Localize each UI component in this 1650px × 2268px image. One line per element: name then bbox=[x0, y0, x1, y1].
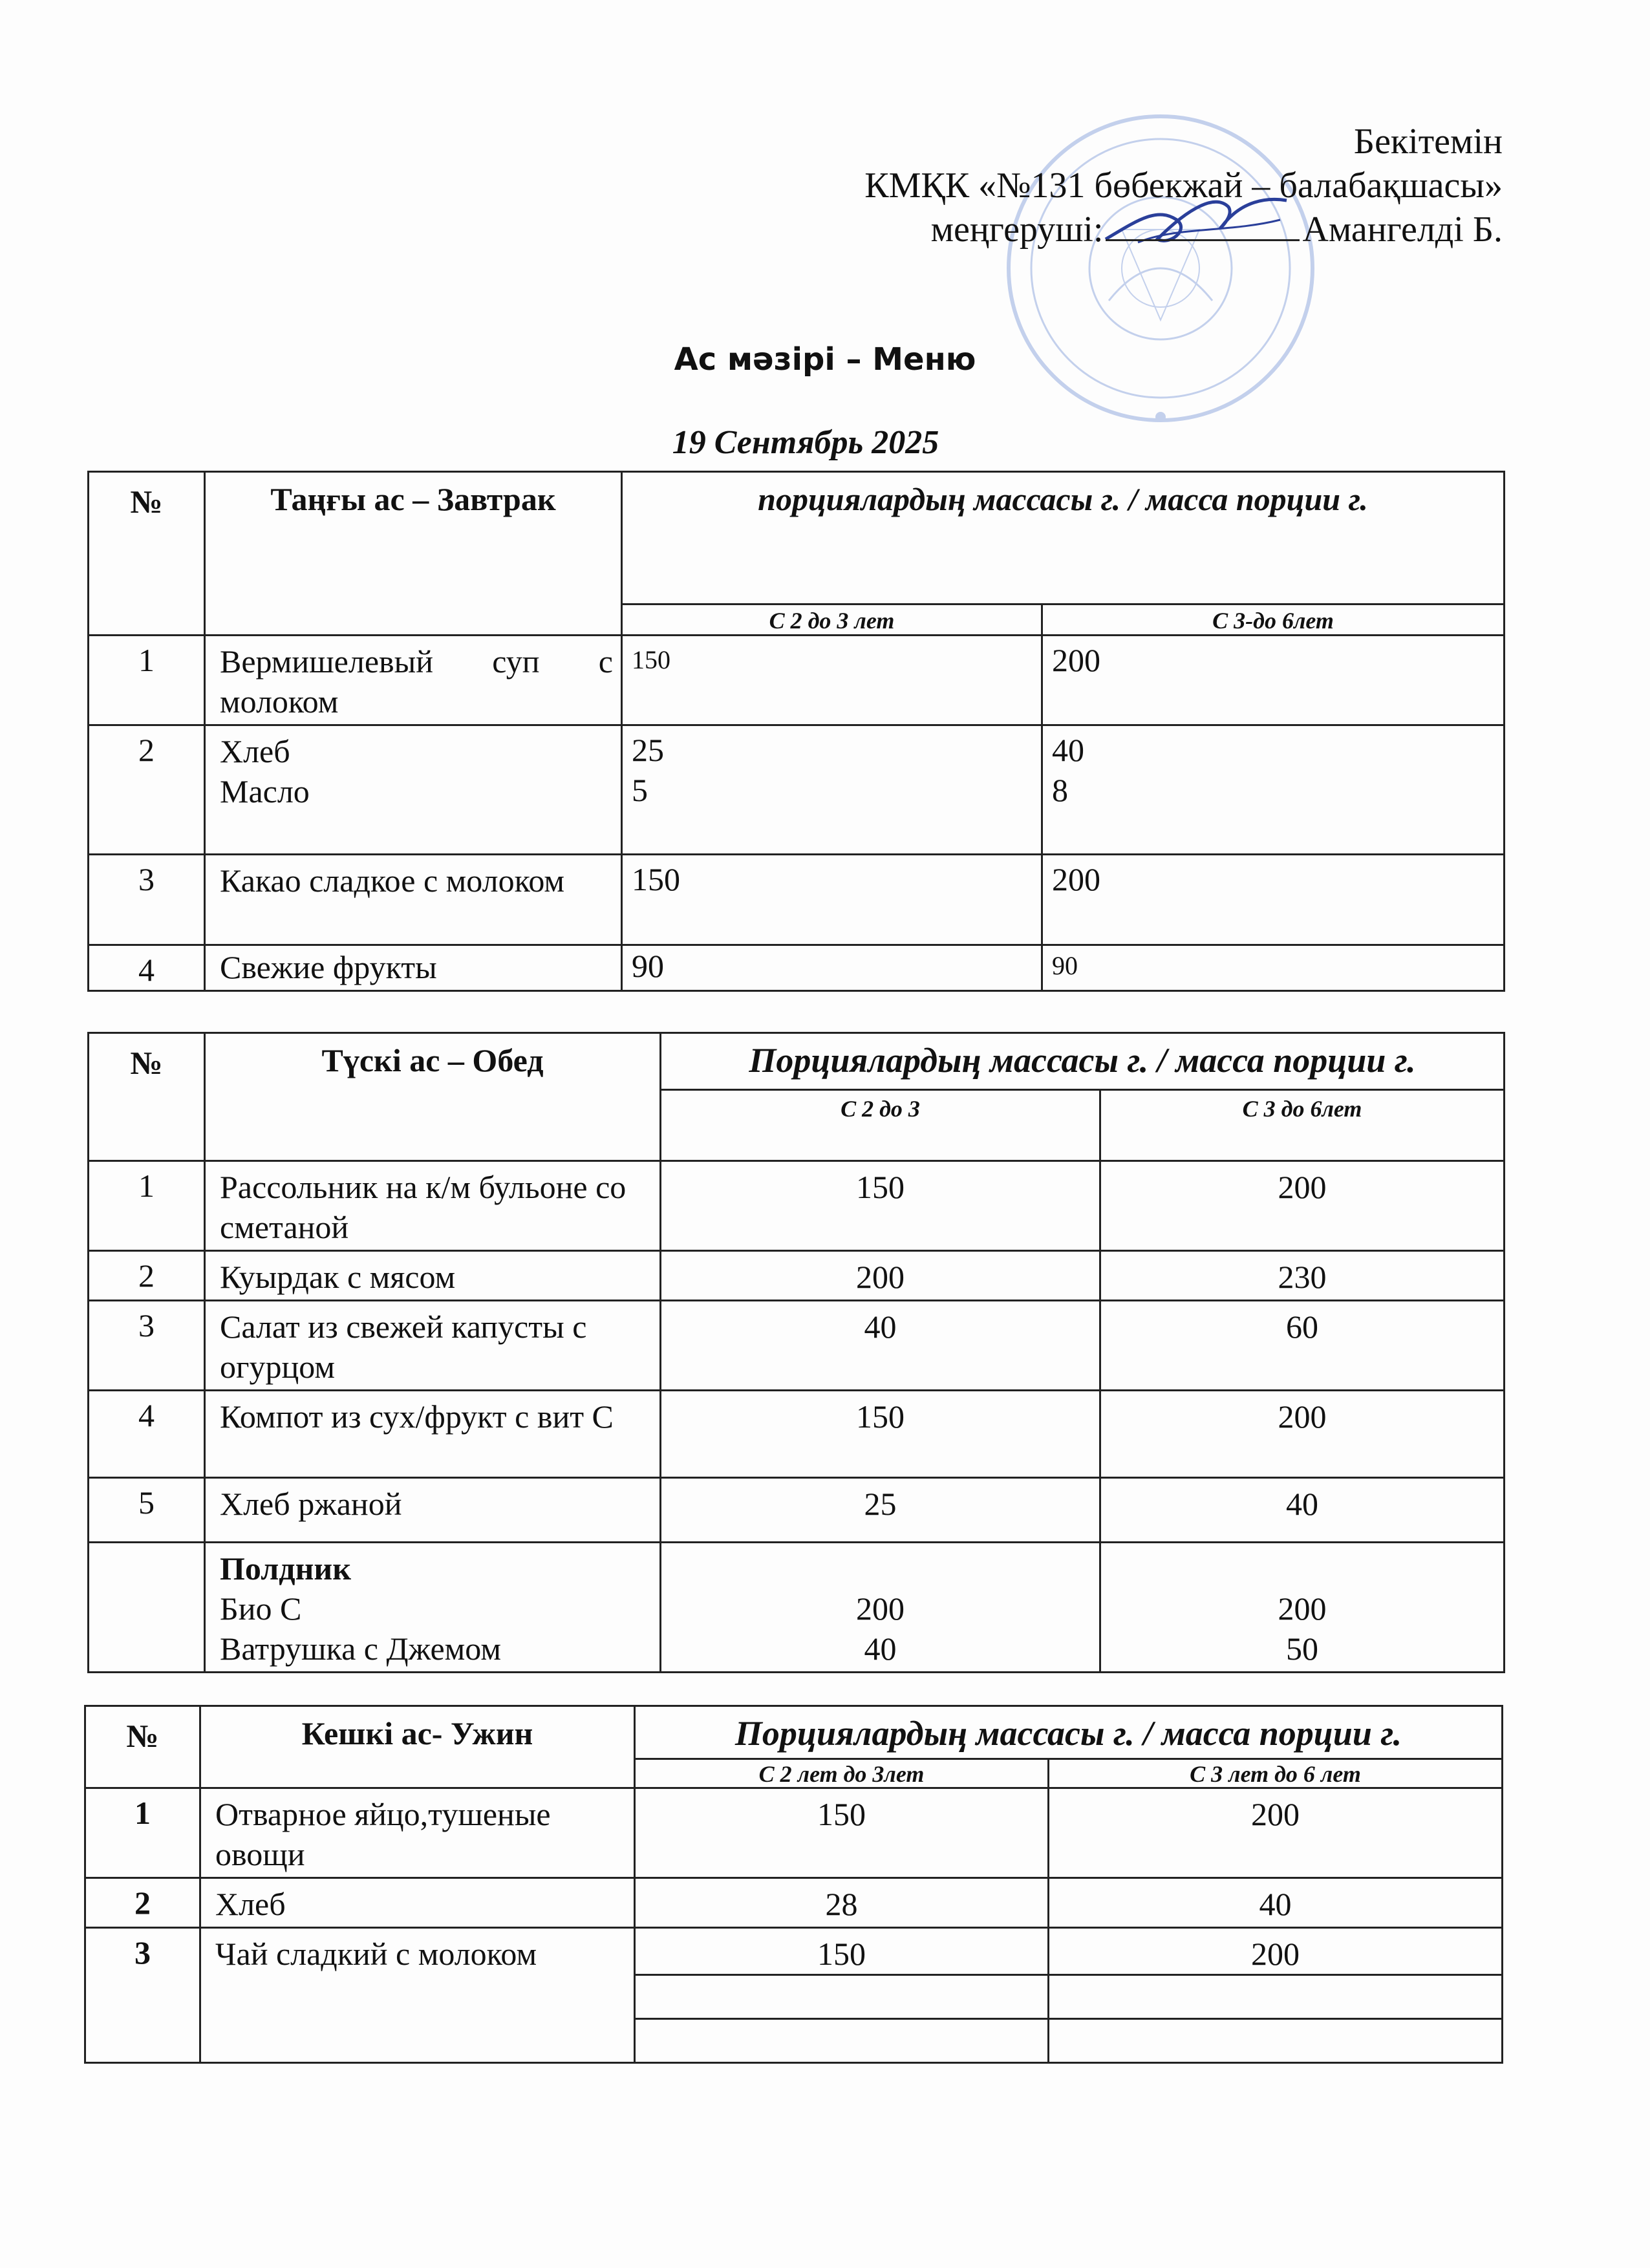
portion-header: Порциялардың массасы г. / масса порции г. bbox=[661, 1033, 1505, 1090]
table-row bbox=[89, 1478, 1505, 1543]
row-number: 1 bbox=[89, 1161, 205, 1251]
portion-value: 200 bbox=[1278, 1590, 1327, 1627]
signature-line bbox=[1106, 239, 1300, 241]
portion-age-2: 40 bbox=[1100, 1478, 1505, 1543]
age-group-2: С 3 лет до 6 лет bbox=[1049, 1759, 1503, 1788]
row-number-empty bbox=[89, 1543, 205, 1673]
portion-value: 40 bbox=[1052, 732, 1084, 768]
dish-name bbox=[205, 725, 622, 855]
table-row bbox=[89, 1251, 1505, 1301]
approval-organization: КМҚК «№131 бөбекжай – балабақшасы» bbox=[864, 166, 1503, 206]
snack-items bbox=[205, 1543, 661, 1673]
portion-value: 25 bbox=[632, 732, 664, 768]
snack-title: Полдник bbox=[220, 1550, 352, 1587]
table-row bbox=[89, 1391, 1505, 1478]
portion-age-2: 90 bbox=[1042, 945, 1505, 991]
dish-name: Куырдак с мясом bbox=[205, 1251, 661, 1301]
portion-age-1: 40 bbox=[661, 1301, 1100, 1391]
portion-age-1: 200 bbox=[661, 1251, 1100, 1301]
portion-age-2 bbox=[1100, 1543, 1505, 1673]
row-number: 5 bbox=[89, 1478, 205, 1543]
portion-age-1: 150 bbox=[622, 855, 1042, 945]
portion-value: 5 bbox=[632, 772, 648, 808]
menu-date: 19 Сентябрь 2025 bbox=[672, 424, 939, 461]
table-row bbox=[89, 945, 1505, 991]
dish-name: Свежие фрукты bbox=[205, 945, 622, 991]
page-title: Ас мәзірі – Меню bbox=[674, 341, 976, 378]
portion-value: 40 bbox=[864, 1631, 897, 1667]
snack-row bbox=[89, 1543, 1505, 1673]
age-group-2: С 3-до 6лет bbox=[1042, 604, 1505, 636]
row-number: 3 bbox=[89, 855, 205, 945]
table-row bbox=[85, 1788, 1503, 1878]
portion-value: 50 bbox=[1286, 1631, 1318, 1667]
portion-age-1 bbox=[622, 725, 1042, 855]
dish-name: Хлеб bbox=[200, 1878, 635, 1928]
snack-item: Био С bbox=[220, 1590, 302, 1627]
approval-head-label: меңгеруші: bbox=[930, 209, 1104, 250]
table-header-row bbox=[89, 472, 1505, 604]
number-header: № bbox=[85, 1706, 200, 1788]
empty-cell bbox=[635, 2019, 1049, 2063]
row-number: 3 bbox=[89, 1301, 205, 1391]
portion-age-1: 150 bbox=[635, 1788, 1049, 1878]
portion-value: 200 bbox=[856, 1590, 905, 1627]
table-row bbox=[89, 1301, 1505, 1391]
portion-age-1: 28 bbox=[635, 1878, 1049, 1928]
portion-age-2: 200 bbox=[1100, 1391, 1505, 1478]
portion-age-2: 40 bbox=[1049, 1878, 1503, 1928]
meal-header: Кешкі ас- Ужин bbox=[200, 1706, 635, 1788]
empty-cell bbox=[1049, 1975, 1503, 2019]
number-header: № bbox=[89, 1033, 205, 1161]
dish-name: Салат из свежей капусты с огурцом bbox=[205, 1301, 661, 1391]
portion-age-2: 200 bbox=[1049, 1788, 1503, 1878]
table-row bbox=[89, 636, 1505, 725]
portion-header: порциялардың массасы г. / масса порции г. bbox=[622, 472, 1505, 604]
breakfast-table bbox=[87, 471, 1505, 992]
dinner-table bbox=[84, 1705, 1503, 2064]
row-number: 2 bbox=[85, 1878, 200, 1928]
approval-head-line bbox=[864, 208, 1503, 251]
portion-age-2: 230 bbox=[1100, 1251, 1505, 1301]
dish-name: Чай сладкий с молоком bbox=[200, 1928, 635, 2063]
portion-age-2: 60 bbox=[1100, 1301, 1505, 1391]
table-header-row bbox=[89, 1033, 1505, 1090]
age-group-1: С 2 до 3 лет bbox=[622, 604, 1042, 636]
portion-age-2 bbox=[1042, 725, 1505, 855]
age-group-2: С 3 до 6лет bbox=[1100, 1090, 1505, 1161]
dish-name-line: Хлеб bbox=[220, 733, 290, 769]
table-row bbox=[89, 855, 1505, 945]
portion-age-1 bbox=[661, 1543, 1100, 1673]
snack-item: Ватрушка с Джемом bbox=[220, 1631, 501, 1667]
row-number: 3 bbox=[85, 1928, 200, 2063]
dish-name: Вермишелевый суп с молоком bbox=[205, 636, 622, 725]
portion-age-1: 150 bbox=[635, 1928, 1049, 1975]
portion-age-2: 200 bbox=[1100, 1161, 1505, 1251]
portion-age-2: 200 bbox=[1042, 636, 1505, 725]
dish-name: Компот из сух/фрукт с вит С bbox=[205, 1391, 661, 1478]
approval-block bbox=[864, 120, 1503, 251]
row-number: 4 bbox=[89, 1391, 205, 1478]
approval-title: Бекітемін bbox=[1353, 122, 1503, 162]
portion-header: Порциялардың массасы г. / масса порции г. bbox=[635, 1706, 1503, 1759]
portion-age-1: 90 bbox=[622, 945, 1042, 991]
portion-age-1: 150 bbox=[622, 636, 1042, 725]
portion-age-2: 200 bbox=[1042, 855, 1505, 945]
portion-value: 8 bbox=[1052, 772, 1068, 808]
table-header-row bbox=[85, 1706, 1503, 1759]
age-group-1: С 2 до 3 bbox=[661, 1090, 1100, 1161]
row-number: 1 bbox=[85, 1788, 200, 1878]
dish-name-line: Масло bbox=[220, 773, 310, 809]
age-group-1: С 2 лет до 3лет bbox=[635, 1759, 1049, 1788]
number-header: № bbox=[89, 472, 205, 636]
empty-cell bbox=[635, 1975, 1049, 2019]
meal-header: Түскі ас – Обед bbox=[205, 1033, 661, 1161]
portion-age-1: 25 bbox=[661, 1478, 1100, 1543]
portion-age-1: 150 bbox=[661, 1161, 1100, 1251]
row-number: 4 bbox=[89, 945, 205, 991]
meal-header: Таңғы ас – Завтрак bbox=[205, 472, 622, 636]
portion-age-2: 200 bbox=[1049, 1928, 1503, 1975]
row-number: 2 bbox=[89, 725, 205, 855]
dish-name: Хлеб ржаной bbox=[205, 1478, 661, 1543]
dish-name: Какао сладкое с молоком bbox=[205, 855, 622, 945]
approval-head-name: Амангелді Б. bbox=[1302, 209, 1503, 250]
row-number: 2 bbox=[89, 1251, 205, 1301]
portion-age-1: 150 bbox=[661, 1391, 1100, 1478]
table-row bbox=[85, 1878, 1503, 1928]
lunch-table bbox=[87, 1032, 1505, 1673]
dish-name: Отварное яйцо,тушеные овощи bbox=[200, 1788, 635, 1878]
table-row bbox=[89, 1161, 1505, 1251]
empty-cell bbox=[1049, 2019, 1503, 2063]
dish-name: Рассольник на к/м бульоне со сметаной bbox=[205, 1161, 661, 1251]
table-row bbox=[89, 725, 1505, 855]
row-number: 1 bbox=[89, 636, 205, 725]
table-row bbox=[85, 1928, 1503, 1975]
